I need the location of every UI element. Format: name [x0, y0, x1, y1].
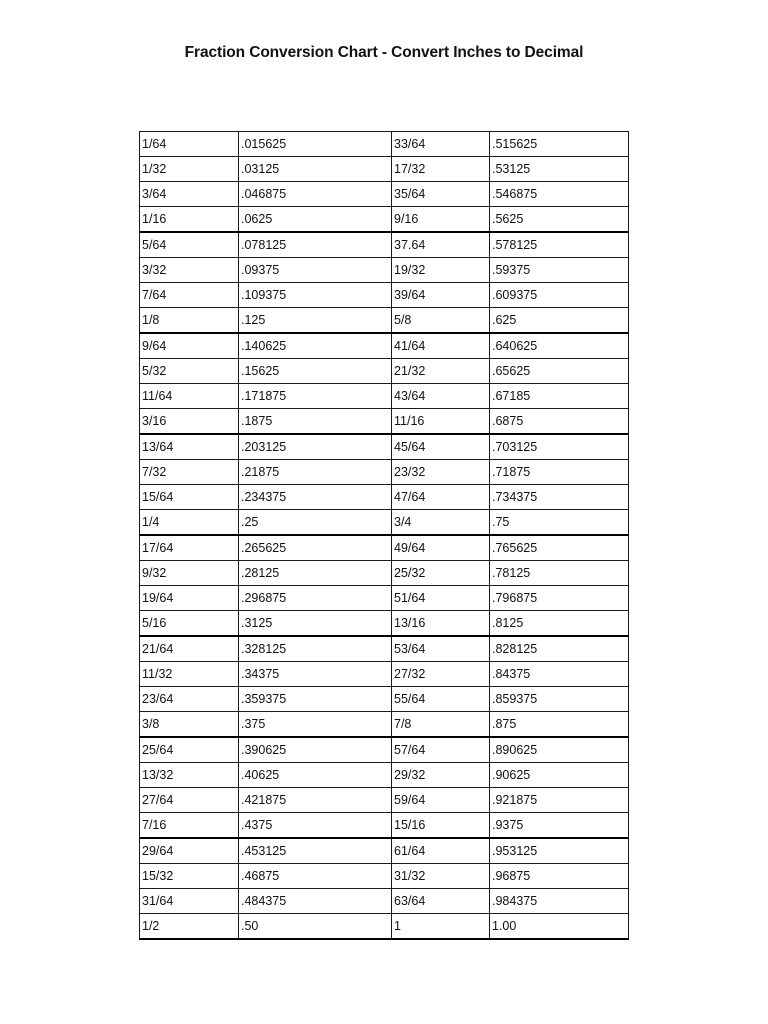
fraction-cell: 1	[392, 914, 490, 940]
decimal-cell: .59375	[490, 258, 629, 283]
decimal-cell: .515625	[490, 132, 629, 157]
decimal-cell: .125	[239, 308, 392, 334]
decimal-cell: .296875	[239, 586, 392, 611]
decimal-cell: .984375	[490, 889, 629, 914]
table-row	[140, 510, 629, 536]
table-row	[140, 561, 629, 586]
fraction-cell: 21/32	[392, 359, 490, 384]
decimal-cell: .875	[490, 712, 629, 738]
fraction-cell: 13/16	[392, 611, 490, 637]
fraction-cell: 63/64	[392, 889, 490, 914]
fraction-cell: 35/64	[392, 182, 490, 207]
decimal-cell: .4375	[239, 813, 392, 839]
fraction-cell: 61/64	[392, 838, 490, 864]
decimal-cell: .65625	[490, 359, 629, 384]
decimal-cell: .421875	[239, 788, 392, 813]
table-row	[140, 485, 629, 510]
decimal-cell: .015625	[239, 132, 392, 157]
table-row	[140, 662, 629, 687]
decimal-cell: .6875	[490, 409, 629, 435]
fraction-cell: 5/16	[140, 611, 239, 637]
fraction-cell: 49/64	[392, 535, 490, 561]
fraction-cell: 19/64	[140, 586, 239, 611]
table-row	[140, 611, 629, 637]
decimal-cell: .96875	[490, 864, 629, 889]
fraction-cell: 17/64	[140, 535, 239, 561]
decimal-cell: .375	[239, 712, 392, 738]
fraction-cell: 27/32	[392, 662, 490, 687]
table-row	[140, 359, 629, 384]
fraction-cell: 9/64	[140, 333, 239, 359]
decimal-cell: .34375	[239, 662, 392, 687]
fraction-cell: 3/32	[140, 258, 239, 283]
decimal-cell: .546875	[490, 182, 629, 207]
table-row	[140, 207, 629, 233]
fraction-cell: 17/32	[392, 157, 490, 182]
decimal-cell: .625	[490, 308, 629, 334]
fraction-cell: 5/64	[140, 232, 239, 258]
table-row	[140, 409, 629, 435]
table-row	[140, 687, 629, 712]
fraction-cell: 3/64	[140, 182, 239, 207]
fraction-cell: 33/64	[392, 132, 490, 157]
fraction-cell: 25/64	[140, 737, 239, 763]
fraction-cell: 21/64	[140, 636, 239, 662]
conversion-table-body	[140, 132, 629, 940]
fraction-cell: 1/16	[140, 207, 239, 233]
decimal-cell: .84375	[490, 662, 629, 687]
decimal-cell: .234375	[239, 485, 392, 510]
decimal-cell: .328125	[239, 636, 392, 662]
fraction-cell: 1/64	[140, 132, 239, 157]
table-row	[140, 889, 629, 914]
decimal-cell: .703125	[490, 434, 629, 460]
fraction-cell: 5/8	[392, 308, 490, 334]
decimal-cell: .15625	[239, 359, 392, 384]
fraction-cell: 1/2	[140, 914, 239, 940]
table-row	[140, 434, 629, 460]
fraction-cell: 15/64	[140, 485, 239, 510]
decimal-cell: .109375	[239, 283, 392, 308]
decimal-cell: .09375	[239, 258, 392, 283]
fraction-cell: 7/32	[140, 460, 239, 485]
table-row	[140, 712, 629, 738]
fraction-cell: 29/32	[392, 763, 490, 788]
fraction-cell: 3/4	[392, 510, 490, 536]
decimal-cell: .50	[239, 914, 392, 940]
fraction-cell: 19/32	[392, 258, 490, 283]
decimal-cell: .0625	[239, 207, 392, 233]
fraction-cell: 55/64	[392, 687, 490, 712]
decimal-cell: .265625	[239, 535, 392, 561]
fraction-cell: 1/8	[140, 308, 239, 334]
fraction-cell: 53/64	[392, 636, 490, 662]
fraction-cell: 47/64	[392, 485, 490, 510]
table-row	[140, 535, 629, 561]
decimal-cell: .46875	[239, 864, 392, 889]
decimal-cell: .921875	[490, 788, 629, 813]
decimal-cell: .03125	[239, 157, 392, 182]
fraction-cell: 9/16	[392, 207, 490, 233]
conversion-table	[139, 131, 629, 940]
decimal-cell: .5625	[490, 207, 629, 233]
decimal-cell: .859375	[490, 687, 629, 712]
fraction-cell: 51/64	[392, 586, 490, 611]
decimal-cell: .71875	[490, 460, 629, 485]
decimal-cell: .67185	[490, 384, 629, 409]
decimal-cell: .140625	[239, 333, 392, 359]
decimal-cell: .40625	[239, 763, 392, 788]
fraction-cell: 7/8	[392, 712, 490, 738]
table-row	[140, 914, 629, 940]
decimal-cell: .609375	[490, 283, 629, 308]
page-title: Fraction Conversion Chart - Convert Inches to Decimal	[184, 44, 584, 61]
fraction-cell: 11/32	[140, 662, 239, 687]
fraction-cell: 43/64	[392, 384, 490, 409]
fraction-cell: 11/64	[140, 384, 239, 409]
fraction-cell: 41/64	[392, 333, 490, 359]
fraction-cell: 31/32	[392, 864, 490, 889]
table-row	[140, 788, 629, 813]
decimal-cell: .734375	[490, 485, 629, 510]
fraction-cell: 27/64	[140, 788, 239, 813]
decimal-cell: .8125	[490, 611, 629, 637]
decimal-cell: .1875	[239, 409, 392, 435]
decimal-cell: .390625	[239, 737, 392, 763]
table-row	[140, 737, 629, 763]
fraction-cell: 7/16	[140, 813, 239, 839]
fraction-cell: 39/64	[392, 283, 490, 308]
fraction-cell: 29/64	[140, 838, 239, 864]
table-row	[140, 838, 629, 864]
decimal-cell: 1.00	[490, 914, 629, 940]
decimal-cell: .53125	[490, 157, 629, 182]
table-row	[140, 384, 629, 409]
decimal-cell: .578125	[490, 232, 629, 258]
table-row	[140, 182, 629, 207]
fraction-cell: 3/16	[140, 409, 239, 435]
fraction-cell: 13/64	[140, 434, 239, 460]
fraction-cell: 25/32	[392, 561, 490, 586]
decimal-cell: .3125	[239, 611, 392, 637]
fraction-cell: 31/64	[140, 889, 239, 914]
table-row	[140, 763, 629, 788]
fraction-cell: 5/32	[140, 359, 239, 384]
decimal-cell: .078125	[239, 232, 392, 258]
decimal-cell: .21875	[239, 460, 392, 485]
decimal-cell: .796875	[490, 586, 629, 611]
decimal-cell: .203125	[239, 434, 392, 460]
fraction-cell: 59/64	[392, 788, 490, 813]
table-row	[140, 636, 629, 662]
decimal-cell: .28125	[239, 561, 392, 586]
fraction-cell: 3/8	[140, 712, 239, 738]
fraction-cell: 57/64	[392, 737, 490, 763]
decimal-cell: .75	[490, 510, 629, 536]
table-row	[140, 157, 629, 182]
fraction-cell: 11/16	[392, 409, 490, 435]
decimal-cell: .359375	[239, 687, 392, 712]
table-row	[140, 864, 629, 889]
fraction-cell: 7/64	[140, 283, 239, 308]
table-row	[140, 460, 629, 485]
table-row	[140, 258, 629, 283]
fraction-cell: 23/32	[392, 460, 490, 485]
decimal-cell: .90625	[490, 763, 629, 788]
table-row	[140, 333, 629, 359]
decimal-cell: .046875	[239, 182, 392, 207]
fraction-cell: 37.64	[392, 232, 490, 258]
table-row	[140, 586, 629, 611]
table-row	[140, 308, 629, 334]
fraction-cell: 1/32	[140, 157, 239, 182]
table-row	[140, 283, 629, 308]
table-row	[140, 813, 629, 839]
decimal-cell: .78125	[490, 561, 629, 586]
table-row	[140, 132, 629, 157]
decimal-cell: .453125	[239, 838, 392, 864]
decimal-cell: .9375	[490, 813, 629, 839]
decimal-cell: .640625	[490, 333, 629, 359]
decimal-cell: .484375	[239, 889, 392, 914]
fraction-cell: 23/64	[140, 687, 239, 712]
fraction-cell: 45/64	[392, 434, 490, 460]
table-row	[140, 232, 629, 258]
fraction-cell: 13/32	[140, 763, 239, 788]
decimal-cell: .828125	[490, 636, 629, 662]
fraction-cell: 9/32	[140, 561, 239, 586]
decimal-cell: .171875	[239, 384, 392, 409]
decimal-cell: .765625	[490, 535, 629, 561]
fraction-cell: 1/4	[140, 510, 239, 536]
decimal-cell: .890625	[490, 737, 629, 763]
decimal-cell: .953125	[490, 838, 629, 864]
fraction-cell: 15/32	[140, 864, 239, 889]
fraction-cell: 15/16	[392, 813, 490, 839]
decimal-cell: .25	[239, 510, 392, 536]
